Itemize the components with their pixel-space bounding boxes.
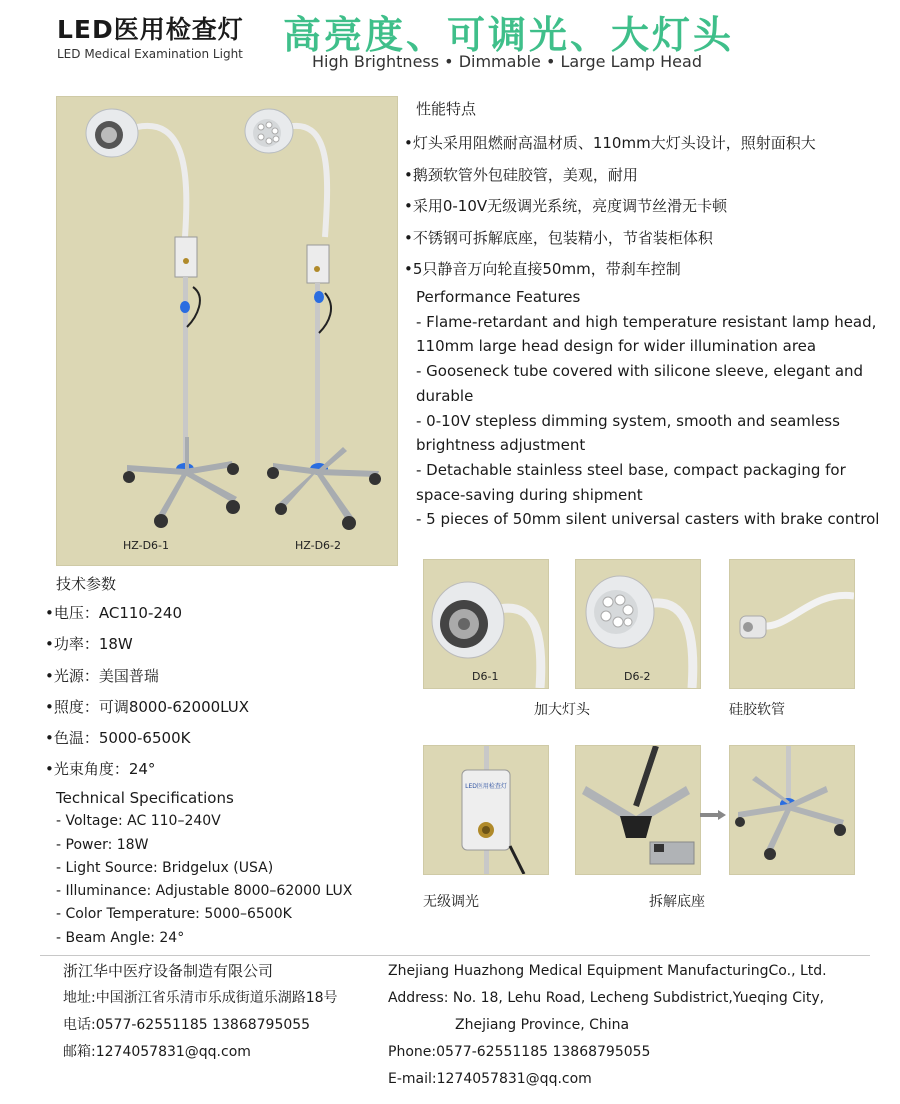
photo-dimmer — [423, 745, 549, 875]
feature-item-en: - Gooseneck tube covered with silicone sleeve, elegant and durable — [416, 362, 864, 405]
feature-item-en: - Flame-retardant and high temperature resistant lamp head, 110mm large head design for wider illumination area — [416, 312, 877, 356]
caption-large-head: 加大灯头 — [534, 702, 590, 718]
caption-silicone-tube: 硅胶软管 — [729, 702, 785, 718]
arrow-icon — [700, 805, 726, 813]
model-label-1: HZ-D6-1 — [123, 539, 170, 552]
lamp-hz-d6-1 — [86, 109, 240, 528]
spec-item: •电压：AC110-240 — [45, 604, 182, 622]
specs-english — [56, 787, 352, 950]
email-en: E-mail:1274057831@qq.com — [388, 1071, 592, 1087]
spec-item-en: - Light Source: Bridgelux (USA) — [56, 859, 274, 876]
thumb-label-d6-1: D6-1 — [472, 670, 499, 683]
title-english: LED Medical Examination Light — [57, 47, 243, 61]
slogan-english: High Brightness • Dimmable • Large Lamp Head — [312, 52, 702, 71]
title-chinese: LED医用检查灯 — [57, 15, 244, 44]
spec-item: •色温：5000-6500K — [45, 729, 191, 748]
lamp-hz-d6-2 — [245, 109, 381, 530]
spec-item-en: - Voltage: AC 110–240V — [56, 813, 221, 830]
caption-stepless-dimming: 无级调光 — [423, 894, 479, 910]
feature-item: •采用0-10V无级调光系统，亮度调节丝滑无卡顿 — [404, 197, 728, 215]
footer-divider — [40, 955, 870, 956]
base-parts-image — [576, 746, 700, 874]
photo-d6-1-head — [423, 559, 549, 689]
assembled-base-image — [730, 746, 854, 874]
spec-item-en: - Beam Angle: 24° — [56, 929, 185, 946]
spec-item: •光束角度：24° — [45, 760, 156, 779]
caption-detachable-base: 拆解底座 — [649, 894, 705, 910]
company-name-en: Zhejiang Huazhong Medical Equipment ManufacturingCo., Ltd. — [388, 963, 827, 979]
feature-item-en: - 0-10V stepless dimming system, smooth and seamless brightness adjustment — [416, 411, 840, 455]
spec-item: •功率：18W — [45, 635, 133, 654]
phone-en: Phone:0577-62551185 13868795055 — [388, 1044, 651, 1060]
thumb-label-d6-2: D6-2 — [624, 670, 651, 683]
specs-heading-cn: 技术参数 — [56, 575, 117, 593]
spec-item-en: - Power: 18W — [56, 836, 149, 853]
dimmer-box-image — [424, 746, 548, 874]
feature-item: •5只静音万向轮直接50mm，带刹车控制 — [404, 260, 681, 278]
features-heading-cn: 性能特点 — [416, 100, 477, 118]
spec-item: •光源：美国普瑞 — [45, 666, 159, 685]
feature-item: •鹅颈软管外包硅胶管，美观，耐用 — [404, 165, 638, 184]
slogan-chinese: 高亮度、可调光、大灯头 — [283, 12, 735, 57]
feature-item-en: - 5 pieces of 50mm silent universal casters with brake control — [416, 510, 880, 529]
photo-d6-2-head — [575, 559, 701, 689]
specs-heading-en: Technical Specifications — [56, 789, 234, 807]
email-cn: 邮箱:1274057831@qq.com — [63, 1044, 251, 1060]
company-name-cn: 浙江华中医疗设备制造有限公司 — [63, 962, 274, 980]
main-product-photo — [56, 96, 398, 566]
footer-english — [388, 958, 827, 1093]
model-label-2: HZ-D6-2 — [295, 539, 342, 552]
spec-item-en: - Color Temperature: 5000–6500K — [56, 906, 292, 923]
features-heading-en: Performance Features — [416, 288, 581, 306]
lamp-head-d6-1-image — [424, 560, 548, 688]
two-lamps-illustration — [57, 97, 397, 565]
spec-item-en: - Illuminance: Adjustable 8000–62000 LUX — [56, 883, 353, 900]
features-english — [416, 285, 886, 532]
gooseneck-tube-image — [730, 560, 854, 688]
photo-silicone-tube — [729, 559, 855, 689]
feature-item: •灯头采用阻燃耐高温材质、110mm大灯头设计，照射面积大 — [404, 134, 816, 152]
lamp-head-d6-2-image — [576, 560, 700, 688]
photo-base-assembled — [729, 745, 855, 875]
feature-item-en: - Detachable stainless steel base, compact packaging for space-saving during shipment — [416, 460, 846, 504]
phone-cn: 电话:0577-62551185 13868795055 — [63, 1017, 311, 1033]
specs-list-cn — [45, 598, 249, 786]
address-en-line2: Zhejiang Province, China — [455, 1017, 630, 1033]
spec-item: •照度：可调8000-62000LUX — [45, 697, 250, 716]
feature-item: •不锈钢可拆解底座，包装精小，节省装柜体积 — [404, 228, 713, 247]
footer-chinese — [63, 958, 338, 1066]
address-en-line1: Address: No. 18, Lehu Road, Lecheng Subdistrict,Yueqing City, — [388, 990, 825, 1006]
features-list-cn — [404, 128, 816, 286]
photo-base-disassembled — [575, 745, 701, 875]
dimmer-label: LED医用检查灯 — [465, 783, 507, 790]
address-cn: 地址:中国浙江省乐清市乐成街道乐湖路18号 — [63, 990, 338, 1006]
